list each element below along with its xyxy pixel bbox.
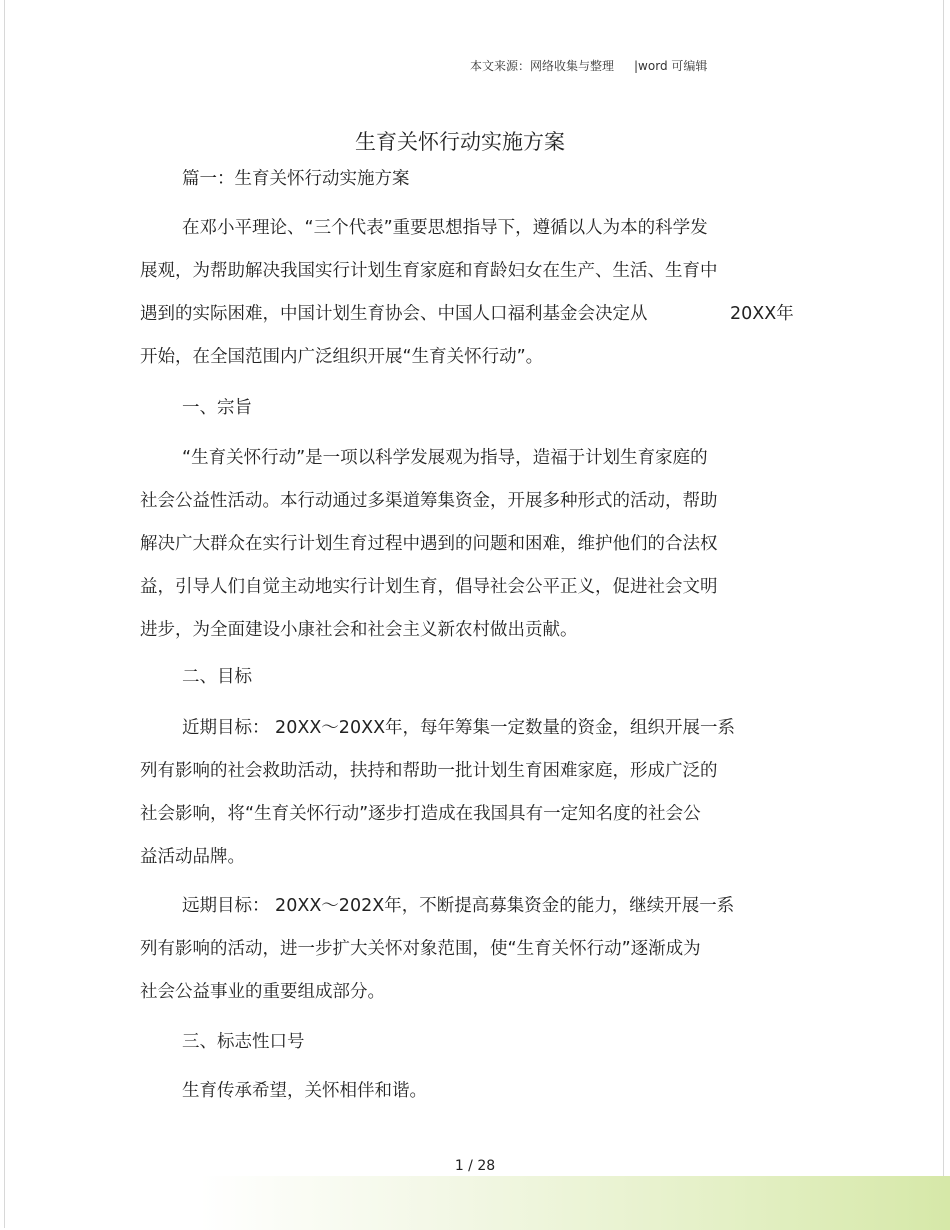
paragraph-line: 在邓小平理论、“三个代表”重要思想指导下，遵循以人为本的科学发 bbox=[182, 218, 708, 238]
paragraph-line: 近期目标： 20XX～20XX年，每年筹集一定数量的资金，组织开展一系 bbox=[182, 718, 736, 738]
section-heading: 三、标志性口号 bbox=[182, 1032, 305, 1052]
document-title: 生育关怀行动实施方案 bbox=[355, 130, 565, 154]
chapter-heading: 篇一：生育关怀行动实施方案 bbox=[182, 169, 410, 189]
footer-decoration bbox=[200, 1176, 950, 1230]
paragraph-line: 解决广大群众在实行计划生育过程中遇到的问题和困难，维护他们的合法权 bbox=[140, 534, 718, 554]
paragraph-line: 社会公益性活动。本行动通过多渠道筹集资金，开展多种形式的活动，帮助 bbox=[140, 491, 718, 511]
paragraph-line: 进步，为全面建设小康社会和社会主义新农村做出贡献。 bbox=[140, 620, 578, 640]
paragraph-line: 远期目标： 20XX～202X年，不断提高募集资金的能力，继续开展一系 bbox=[182, 896, 735, 916]
page-border bbox=[4, 0, 944, 1228]
section-heading: 二、目标 bbox=[182, 667, 252, 687]
paragraph-line: 社会公益事业的重要组成部分。 bbox=[140, 982, 385, 1002]
source-note bbox=[470, 57, 707, 74]
paragraph-line: 遇到的实际困难，中国计划生育协会、中国人口福利基金会决定从 bbox=[140, 304, 648, 324]
source-text: 本文来源：网络收集与整理 bbox=[470, 59, 615, 73]
slogan-line: 生育传承希望，关怀相伴和谐。 bbox=[182, 1081, 427, 1101]
paragraph-line: 益活动品牌。 bbox=[140, 847, 245, 867]
paragraph-line: 社会影响，将“生育关怀行动”逐步打造成在我国具有一定知名度的社会公 bbox=[140, 804, 701, 824]
paragraph-line: 展观，为帮助解决我国实行计划生育家庭和育龄妇女在生产、生活、生育中 bbox=[140, 261, 718, 281]
format-text: |word 可编辑 bbox=[634, 59, 708, 73]
paragraph-line: “生育关怀行动”是一项以科学发展观为指导，造福于计划生育家庭的 bbox=[182, 448, 708, 468]
section-heading: 一、宗旨 bbox=[182, 398, 252, 418]
paragraph-line: 列有影响的活动，进一步扩大关怀对象范围，使“生育关怀行动”逐渐成为 bbox=[140, 939, 701, 959]
paragraph-year: 20XX年 bbox=[730, 304, 794, 324]
paragraph-line: 开始，在全国范围内广泛组织开展“生育关怀行动”。 bbox=[140, 347, 544, 367]
page-number: 1 / 28 bbox=[454, 1158, 496, 1174]
paragraph-line: 列有影响的社会救助活动，扶持和帮助一批计划生育困难家庭，形成广泛的 bbox=[140, 761, 718, 781]
paragraph-line: 益，引导人们自觉主动地实行计划生育，倡导社会公平正义，促进社会文明 bbox=[140, 577, 718, 597]
